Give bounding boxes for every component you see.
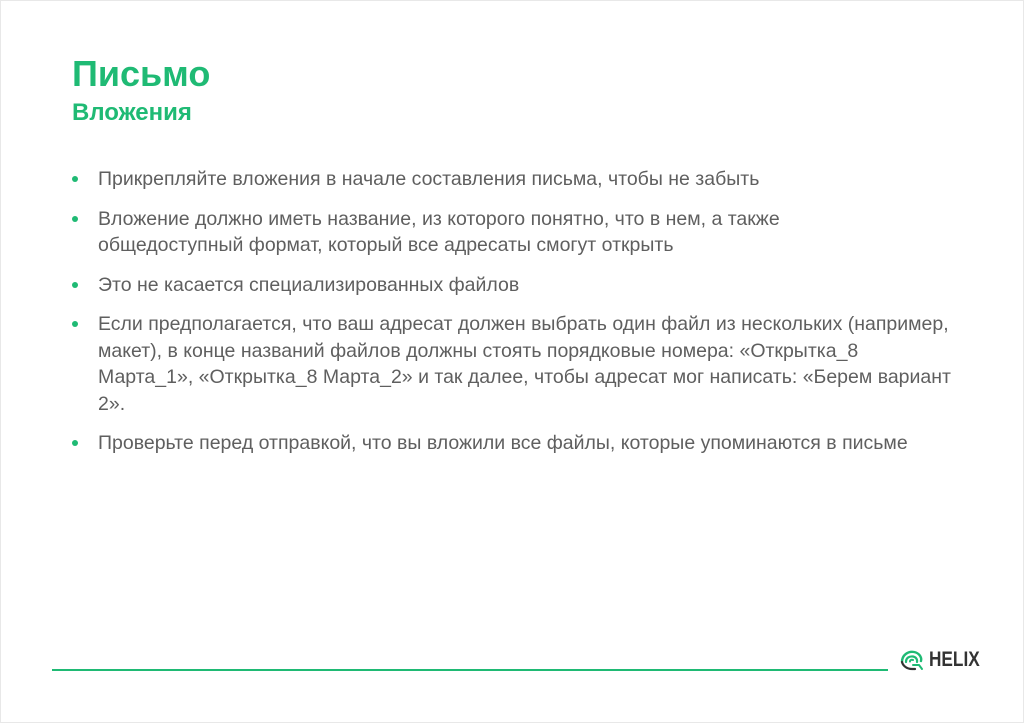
helix-logo (899, 648, 991, 672)
bullet-text: Вложение должно иметь название, из которого понятно, что в нем, а также общедоступный формат, который все адресаты смогут открыть (98, 207, 780, 256)
logo-text: HELIX (929, 648, 980, 671)
bullet-item (72, 206, 952, 259)
bullet-item (72, 311, 952, 417)
bullet-list (72, 166, 952, 470)
bullet-dot-icon (72, 440, 78, 446)
bullet-item (72, 272, 952, 299)
bullet-text: Если предполагается, что ваш адресат должен выбрать один файл из нескольких (например, макет), в конце названий файлов должны стоять порядковые номера: «Открытка_8 Марта_1», «Открытка_8 Марта_2» и так далее, чтобы адресат мог написать: «Берем вариант 2». (98, 313, 951, 415)
helix-swirl-icon (899, 648, 925, 672)
bullet-item (72, 430, 952, 457)
slide-title: Письмо (72, 53, 211, 94)
footer-divider (52, 669, 888, 671)
bullet-dot-icon (72, 176, 78, 182)
bullet-dot-icon (72, 321, 78, 327)
bullet-item (72, 166, 952, 193)
bullet-text: Прикрепляйте вложения в начале составления письма, чтобы не забыть (98, 168, 760, 190)
bullet-dot-icon (72, 216, 78, 222)
slide-subtitle: Вложения (72, 99, 192, 126)
bullet-text: Это не касается специализированных файлов (98, 273, 520, 296)
bullet-text: Проверьте перед отправкой, что вы вложили все файлы, которые упоминаются в письме (98, 432, 908, 454)
bullet-dot-icon (72, 282, 78, 288)
